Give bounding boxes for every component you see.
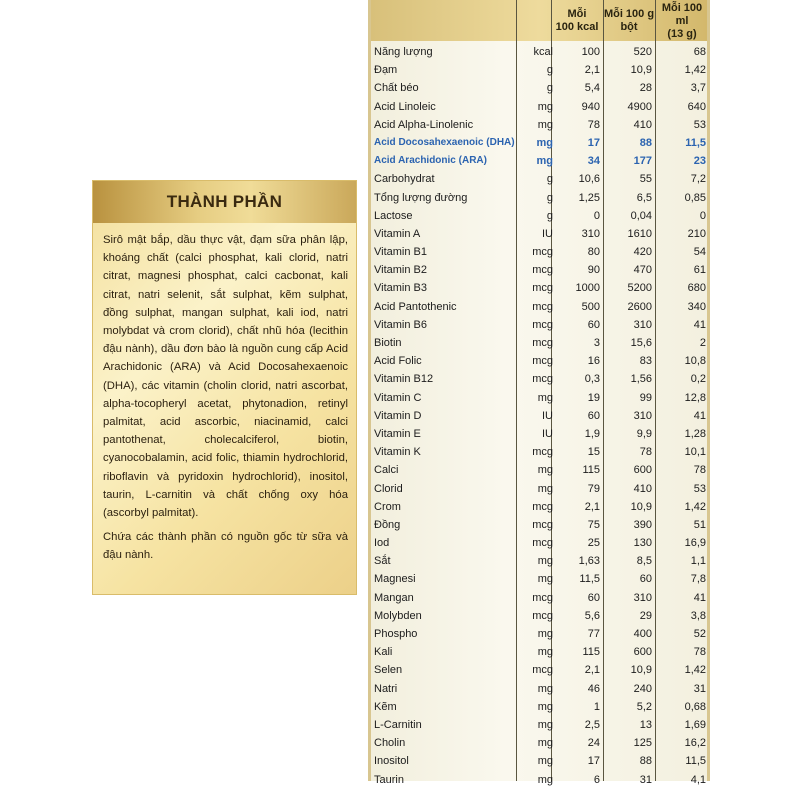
- table-row: [371, 244, 707, 262]
- table-row: [371, 462, 707, 480]
- nutrient-name: Phospho: [374, 628, 418, 640]
- nutrient-unit: IU: [542, 227, 553, 240]
- column-header-line: Mỗi: [567, 8, 587, 20]
- nutrient-name: Acid Alpha-Linolenic: [374, 118, 474, 131]
- nutrient-name: Acid Linoleic: [374, 100, 436, 113]
- nutrient-unit: IU: [542, 427, 553, 440]
- nutrient-unit: mg: [537, 482, 553, 495]
- value-per-100g: 99: [639, 391, 652, 404]
- value-per-100g: 420: [633, 246, 652, 259]
- value-per-100ml: 3,7: [690, 82, 706, 95]
- table-row: [371, 390, 707, 408]
- value-per-100ml: 4,1: [690, 773, 706, 786]
- nutrient-name: Vitamin B12: [374, 373, 434, 386]
- value-per-100g: 600: [633, 646, 652, 659]
- value-per-100g: 1,56: [630, 373, 652, 386]
- value-per-100g: 470: [633, 264, 652, 277]
- nutrient-unit: mg: [537, 573, 553, 586]
- table-row: [371, 262, 707, 280]
- nutrient-name: Clorid: [374, 482, 403, 495]
- value-per-100kcal: 500: [581, 300, 600, 313]
- value-per-100g: 29: [639, 609, 652, 622]
- table-row: [371, 62, 707, 80]
- value-per-100ml: 11,5: [685, 136, 706, 149]
- value-per-100ml: 0,85: [684, 191, 706, 204]
- nutrient-unit: IU: [542, 409, 553, 422]
- table-row: [371, 317, 707, 335]
- value-per-100g: 8,5: [636, 555, 652, 568]
- table-row: [371, 153, 707, 171]
- nutrient-name: Natri: [374, 682, 398, 695]
- table-row: [371, 699, 707, 717]
- ingredients-panel: [92, 180, 357, 595]
- value-per-100kcal: 0: [593, 209, 600, 222]
- nutrition-rows: [371, 44, 707, 790]
- value-per-100g: 5200: [627, 282, 652, 295]
- value-per-100kcal: 100: [581, 46, 600, 58]
- column-header-per-100ml: [655, 3, 709, 39]
- value-per-100kcal: 15: [587, 446, 600, 459]
- nutrient-name: Iod: [374, 537, 390, 550]
- table-row: [371, 499, 707, 517]
- table-row: [371, 44, 707, 62]
- value-per-100ml: 41: [693, 591, 706, 604]
- value-per-100kcal: 79: [587, 482, 600, 495]
- nutrient-name: Molybden: [374, 609, 422, 622]
- value-per-100kcal: 77: [587, 628, 600, 640]
- nutrient-unit: mcg: [532, 446, 553, 459]
- value-per-100ml: 1,42: [684, 500, 706, 513]
- value-per-100kcal: 0,3: [584, 373, 600, 386]
- nutrient-unit: mcg: [532, 609, 553, 622]
- value-per-100ml: 7,8: [690, 573, 706, 586]
- value-per-100g: 177: [633, 155, 652, 168]
- nutrient-name: Vitamin B3: [374, 282, 427, 295]
- value-per-100ml: 1,28: [684, 427, 706, 440]
- nutrient-unit: mcg: [532, 373, 553, 386]
- table-row: [371, 299, 707, 317]
- value-per-100ml: 51: [693, 518, 706, 531]
- nutrient-unit: kcal: [533, 46, 553, 58]
- table-row: [371, 681, 707, 699]
- value-per-100ml: 54: [693, 246, 706, 259]
- value-per-100g: 310: [633, 591, 652, 604]
- nutrient-unit: mg: [537, 737, 553, 750]
- nutrient-unit: mg: [537, 391, 553, 404]
- nutrient-name: Calci: [374, 464, 399, 477]
- value-per-100g: 5,2: [636, 700, 652, 713]
- column-header-line: 100 kcal: [555, 21, 599, 33]
- value-per-100g: 2600: [627, 300, 652, 313]
- nutrient-name: Acid Pantothenic: [374, 300, 457, 313]
- value-per-100g: 10,9: [630, 664, 652, 677]
- value-per-100kcal: 2,1: [584, 500, 600, 513]
- nutrient-unit: mcg: [532, 355, 553, 368]
- table-row: [371, 535, 707, 553]
- table-row: [371, 517, 707, 535]
- column-header-line: (13 g): [667, 27, 697, 40]
- value-per-100g: 88: [639, 136, 652, 149]
- value-per-100g: 400: [633, 628, 652, 640]
- nutrient-name: Taurin: [374, 773, 404, 786]
- table-row: [371, 190, 707, 208]
- table-row: [371, 426, 707, 444]
- value-per-100g: 78: [639, 446, 652, 459]
- value-per-100ml: 68: [693, 46, 706, 58]
- value-per-100kcal: 3: [593, 337, 600, 349]
- value-per-100kcal: 1,63: [578, 555, 600, 568]
- value-per-100kcal: 19: [587, 391, 600, 404]
- value-per-100ml: 1,42: [684, 64, 706, 77]
- value-per-100g: 310: [633, 409, 652, 422]
- table-row: [371, 353, 707, 371]
- value-per-100g: 125: [633, 737, 652, 750]
- table-row: [371, 735, 707, 753]
- column-header-line: Mỗi 100 ml: [661, 1, 703, 27]
- nutrient-unit: mcg: [532, 264, 553, 277]
- table-row: [371, 280, 707, 298]
- value-per-100ml: 7,2: [690, 173, 706, 186]
- value-per-100kcal: 60: [587, 318, 600, 331]
- value-per-100ml: 41: [693, 409, 706, 422]
- value-per-100kcal: 115: [582, 464, 600, 477]
- nutrient-name: Vitamin K: [374, 446, 421, 459]
- value-per-100ml: 680: [687, 282, 706, 295]
- table-row: [371, 171, 707, 189]
- value-per-100kcal: 310: [581, 227, 600, 240]
- table-row: [371, 626, 707, 644]
- value-per-100kcal: 34: [587, 155, 600, 168]
- nutrient-name: Đồng: [374, 518, 401, 531]
- ingredients-source-note: Chứa các thành phần có nguồn gốc từ sữa và đậu nành.: [103, 531, 348, 562]
- nutrient-name: Vitamin C: [374, 391, 422, 404]
- value-per-100ml: 61: [693, 264, 706, 277]
- value-per-100ml: 0: [699, 209, 706, 222]
- value-per-100ml: 12,8: [684, 391, 706, 404]
- value-per-100ml: 78: [693, 646, 706, 659]
- nutrient-name: Magnesi: [374, 573, 416, 586]
- nutrient-name: Vitamin A: [374, 227, 421, 240]
- ingredients-body: [93, 223, 356, 565]
- nutrient-unit: mg: [537, 628, 553, 640]
- value-per-100ml: 78: [693, 464, 706, 477]
- nutrient-unit: mcg: [532, 500, 553, 513]
- ingredients-paragraph: Sirô mật bắp, dầu thực vật, đạm sữa phân lập, khoáng chất (calci phosphat, kali clorid, natri citrat, magnesi phosphat, calci cacbonat, kali citrat, natri selenit, sắt sulphat, kẽm sulphat, đồng sulphat, mangan sulphat, kali iod, natri molybdat và crom clorid), chất nhũ hóa (lecithin đậu nành), dầu đơn bào là nguồn cung cấp Acid Arachidonic (ARA) và Acid Docosahexaenoic (DHA), các vitamin (cholin clorid, natri ascorbat, alpha-tocopheryl acetat, phytonadion, retinyl palmitat, acid ascorbic, niacinamid, calci pantothenat, cholecalciferol, biotin, cyanocobalamin, acid folic, thiamin hydrochlorid, riboflavin và pyridoxin hydrochlorid), inositol, taurin, L-carnitin và chất chống oxy hóa (ascorbyl palmitat).: [103, 234, 348, 520]
- nutrient-unit: mcg: [532, 591, 553, 604]
- nutrient-unit: g: [546, 64, 553, 77]
- value-per-100g: 410: [633, 118, 652, 131]
- table-row: [371, 335, 707, 353]
- value-per-100g: 410: [633, 482, 652, 495]
- value-per-100kcal: 2,1: [584, 64, 600, 77]
- value-per-100g: 31: [639, 773, 652, 786]
- table-row: [371, 135, 707, 153]
- value-per-100g: 0,04: [630, 209, 652, 222]
- value-per-100ml: 53: [693, 482, 706, 495]
- value-per-100g: 15,6: [630, 337, 652, 349]
- table-row: [371, 717, 707, 735]
- nutrition-table: [368, 0, 710, 786]
- value-per-100ml: 3,8: [690, 609, 706, 622]
- value-per-100ml: 10,8: [684, 355, 706, 368]
- nutrient-unit: mcg: [532, 300, 553, 313]
- nutrient-unit: mg: [537, 464, 553, 477]
- value-per-100kcal: 60: [587, 409, 600, 422]
- nutrient-unit: mg: [537, 773, 553, 786]
- nutrient-name: Sắt: [374, 555, 391, 568]
- nutrient-name: Lactose: [374, 209, 413, 222]
- nutrient-unit: mg: [536, 155, 553, 168]
- table-row: [371, 80, 707, 98]
- nutrient-unit: mcg: [532, 282, 553, 295]
- value-per-100ml: 1,42: [684, 664, 706, 677]
- nutrient-name: Tổng lượng đường: [374, 191, 468, 204]
- nutrient-unit: mg: [537, 755, 553, 768]
- nutrient-name: Acid Docosahexaenoic (DHA): [374, 136, 515, 148]
- nutrient-unit: mg: [537, 646, 553, 659]
- value-per-100g: 130: [633, 537, 652, 550]
- value-per-100kcal: 2,5: [584, 718, 600, 731]
- value-per-100kcal: 6: [593, 773, 600, 786]
- nutrient-name: Kali: [374, 646, 393, 659]
- value-per-100kcal: 90: [587, 264, 600, 277]
- value-per-100g: 88: [639, 755, 652, 768]
- nutrient-name: Vitamin B6: [374, 318, 427, 331]
- nutrient-name: Selen: [374, 664, 403, 677]
- value-per-100kcal: 17: [587, 136, 600, 149]
- value-per-100g: 83: [639, 355, 652, 368]
- nutrient-unit: mg: [537, 718, 553, 731]
- nutrient-unit: mcg: [532, 664, 553, 677]
- nutrient-unit: mcg: [532, 518, 553, 531]
- value-per-100g: 240: [633, 682, 652, 695]
- nutrient-name: Năng lượng: [374, 46, 433, 58]
- value-per-100ml: 11,5: [685, 755, 706, 768]
- nutrient-name: Crom: [374, 500, 401, 513]
- value-per-100kcal: 1: [593, 700, 600, 713]
- value-per-100g: 1610: [627, 227, 652, 240]
- column-header-per-100g: [603, 3, 655, 39]
- value-per-100kcal: 115: [582, 646, 600, 659]
- nutrition-table-header: [371, 0, 707, 41]
- value-per-100g: 6,5: [636, 191, 652, 204]
- nutrient-unit: mcg: [532, 318, 553, 331]
- column-header-line: Mỗi 100 g: [603, 8, 655, 20]
- value-per-100g: 13: [639, 718, 652, 731]
- table-row: [371, 371, 707, 389]
- value-per-100ml: 2: [699, 337, 706, 349]
- value-per-100kcal: 25: [587, 537, 600, 550]
- column-header-line: bột: [620, 21, 638, 33]
- table-row: [371, 571, 707, 589]
- table-row: [371, 481, 707, 499]
- table-row: [371, 644, 707, 662]
- value-per-100g: 10,9: [630, 500, 652, 513]
- value-per-100kcal: 5,4: [584, 82, 600, 95]
- nutrient-unit: mg: [537, 118, 553, 131]
- value-per-100ml: 52: [693, 628, 706, 640]
- nutrient-name: Vitamin B2: [374, 264, 427, 277]
- nutrient-name: Vitamin D: [374, 409, 422, 422]
- value-per-100ml: 1,1: [690, 555, 706, 568]
- value-per-100kcal: 24: [587, 737, 600, 750]
- nutrient-unit: g: [546, 82, 553, 95]
- value-per-100ml: 16,2: [684, 737, 706, 750]
- table-row: [371, 662, 707, 680]
- ingredients-title: THÀNH PHẦN: [166, 192, 283, 211]
- nutrient-name: Acid Arachidonic (ARA): [374, 155, 487, 167]
- value-per-100g: 28: [639, 82, 652, 95]
- ingredients-header: [93, 181, 356, 223]
- nutrient-name: Mangan: [374, 591, 414, 604]
- value-per-100g: 310: [633, 318, 652, 331]
- nutrient-name: Vitamin E: [374, 427, 421, 440]
- value-per-100ml: 16,9: [684, 537, 706, 550]
- nutrient-name: Cholin: [374, 737, 406, 750]
- value-per-100g: 60: [639, 573, 652, 586]
- table-row: [371, 117, 707, 135]
- value-per-100g: 9,9: [636, 427, 652, 440]
- value-per-100kcal: 2,1: [584, 664, 600, 677]
- table-row: [371, 590, 707, 608]
- nutrient-unit: mcg: [532, 246, 553, 259]
- nutrient-unit: g: [546, 191, 553, 204]
- value-per-100kcal: 1,9: [584, 427, 600, 440]
- value-per-100g: 600: [633, 464, 652, 477]
- value-per-100kcal: 17: [587, 755, 600, 768]
- value-per-100ml: 210: [687, 227, 706, 240]
- nutrient-unit: g: [546, 173, 553, 186]
- column-header-per-100kcal: [551, 3, 603, 39]
- value-per-100ml: 23: [693, 155, 706, 168]
- table-row: [371, 608, 707, 626]
- value-per-100kcal: 11,5: [579, 573, 600, 586]
- value-per-100ml: 41: [693, 318, 706, 331]
- value-per-100kcal: 16: [587, 355, 600, 368]
- value-per-100kcal: 80: [587, 246, 600, 259]
- nutrient-unit: g: [546, 209, 553, 222]
- nutrient-unit: mg: [537, 682, 553, 695]
- nutrient-name: L-Carnitin: [374, 718, 422, 731]
- value-per-100ml: 31: [693, 682, 706, 695]
- value-per-100ml: 1,69: [684, 718, 706, 731]
- nutrient-name: Acid Folic: [374, 355, 422, 368]
- value-per-100g: 4900: [627, 100, 652, 113]
- value-per-100ml: 0,2: [690, 373, 706, 386]
- nutrient-unit: mg: [537, 555, 553, 568]
- nutrient-name: Đạm: [374, 64, 398, 77]
- nutrient-name: Chất béo: [374, 82, 419, 95]
- nutrient-name: Vitamin B1: [374, 246, 427, 259]
- table-row: [371, 553, 707, 571]
- value-per-100kcal: 1000: [575, 282, 600, 295]
- value-per-100kcal: 78: [587, 118, 600, 131]
- nutrient-name: Biotin: [374, 337, 402, 349]
- value-per-100g: 390: [633, 518, 652, 531]
- table-row: [371, 226, 707, 244]
- value-per-100kcal: 940: [581, 100, 600, 113]
- nutrient-unit: mg: [537, 100, 553, 113]
- value-per-100ml: 640: [687, 100, 706, 113]
- nutrient-name: Inositol: [374, 755, 409, 768]
- value-per-100ml: 53: [693, 118, 706, 131]
- table-row: [371, 753, 707, 771]
- value-per-100g: 520: [633, 46, 652, 58]
- value-per-100ml: 10,1: [684, 446, 706, 459]
- nutrient-unit: mcg: [532, 537, 553, 550]
- table-row: [371, 444, 707, 462]
- nutrient-name: Kẽm: [374, 700, 397, 713]
- nutrient-unit: mg: [537, 700, 553, 713]
- value-per-100kcal: 46: [587, 682, 600, 695]
- value-per-100kcal: 1,25: [578, 191, 600, 204]
- value-per-100ml: 0,68: [684, 700, 706, 713]
- value-per-100ml: 340: [687, 300, 706, 313]
- value-per-100kcal: 10,6: [578, 173, 600, 186]
- table-row: [371, 99, 707, 117]
- value-per-100g: 10,9: [630, 64, 652, 77]
- table-row: [371, 408, 707, 426]
- value-per-100kcal: 60: [587, 591, 600, 604]
- value-per-100kcal: 5,6: [584, 609, 600, 622]
- table-row: [371, 208, 707, 226]
- value-per-100kcal: 75: [587, 518, 600, 531]
- nutrient-unit: mg: [536, 136, 553, 149]
- nutrient-name: Carbohydrat: [374, 173, 435, 186]
- nutrient-unit: mcg: [532, 337, 553, 349]
- value-per-100g: 55: [639, 173, 652, 186]
